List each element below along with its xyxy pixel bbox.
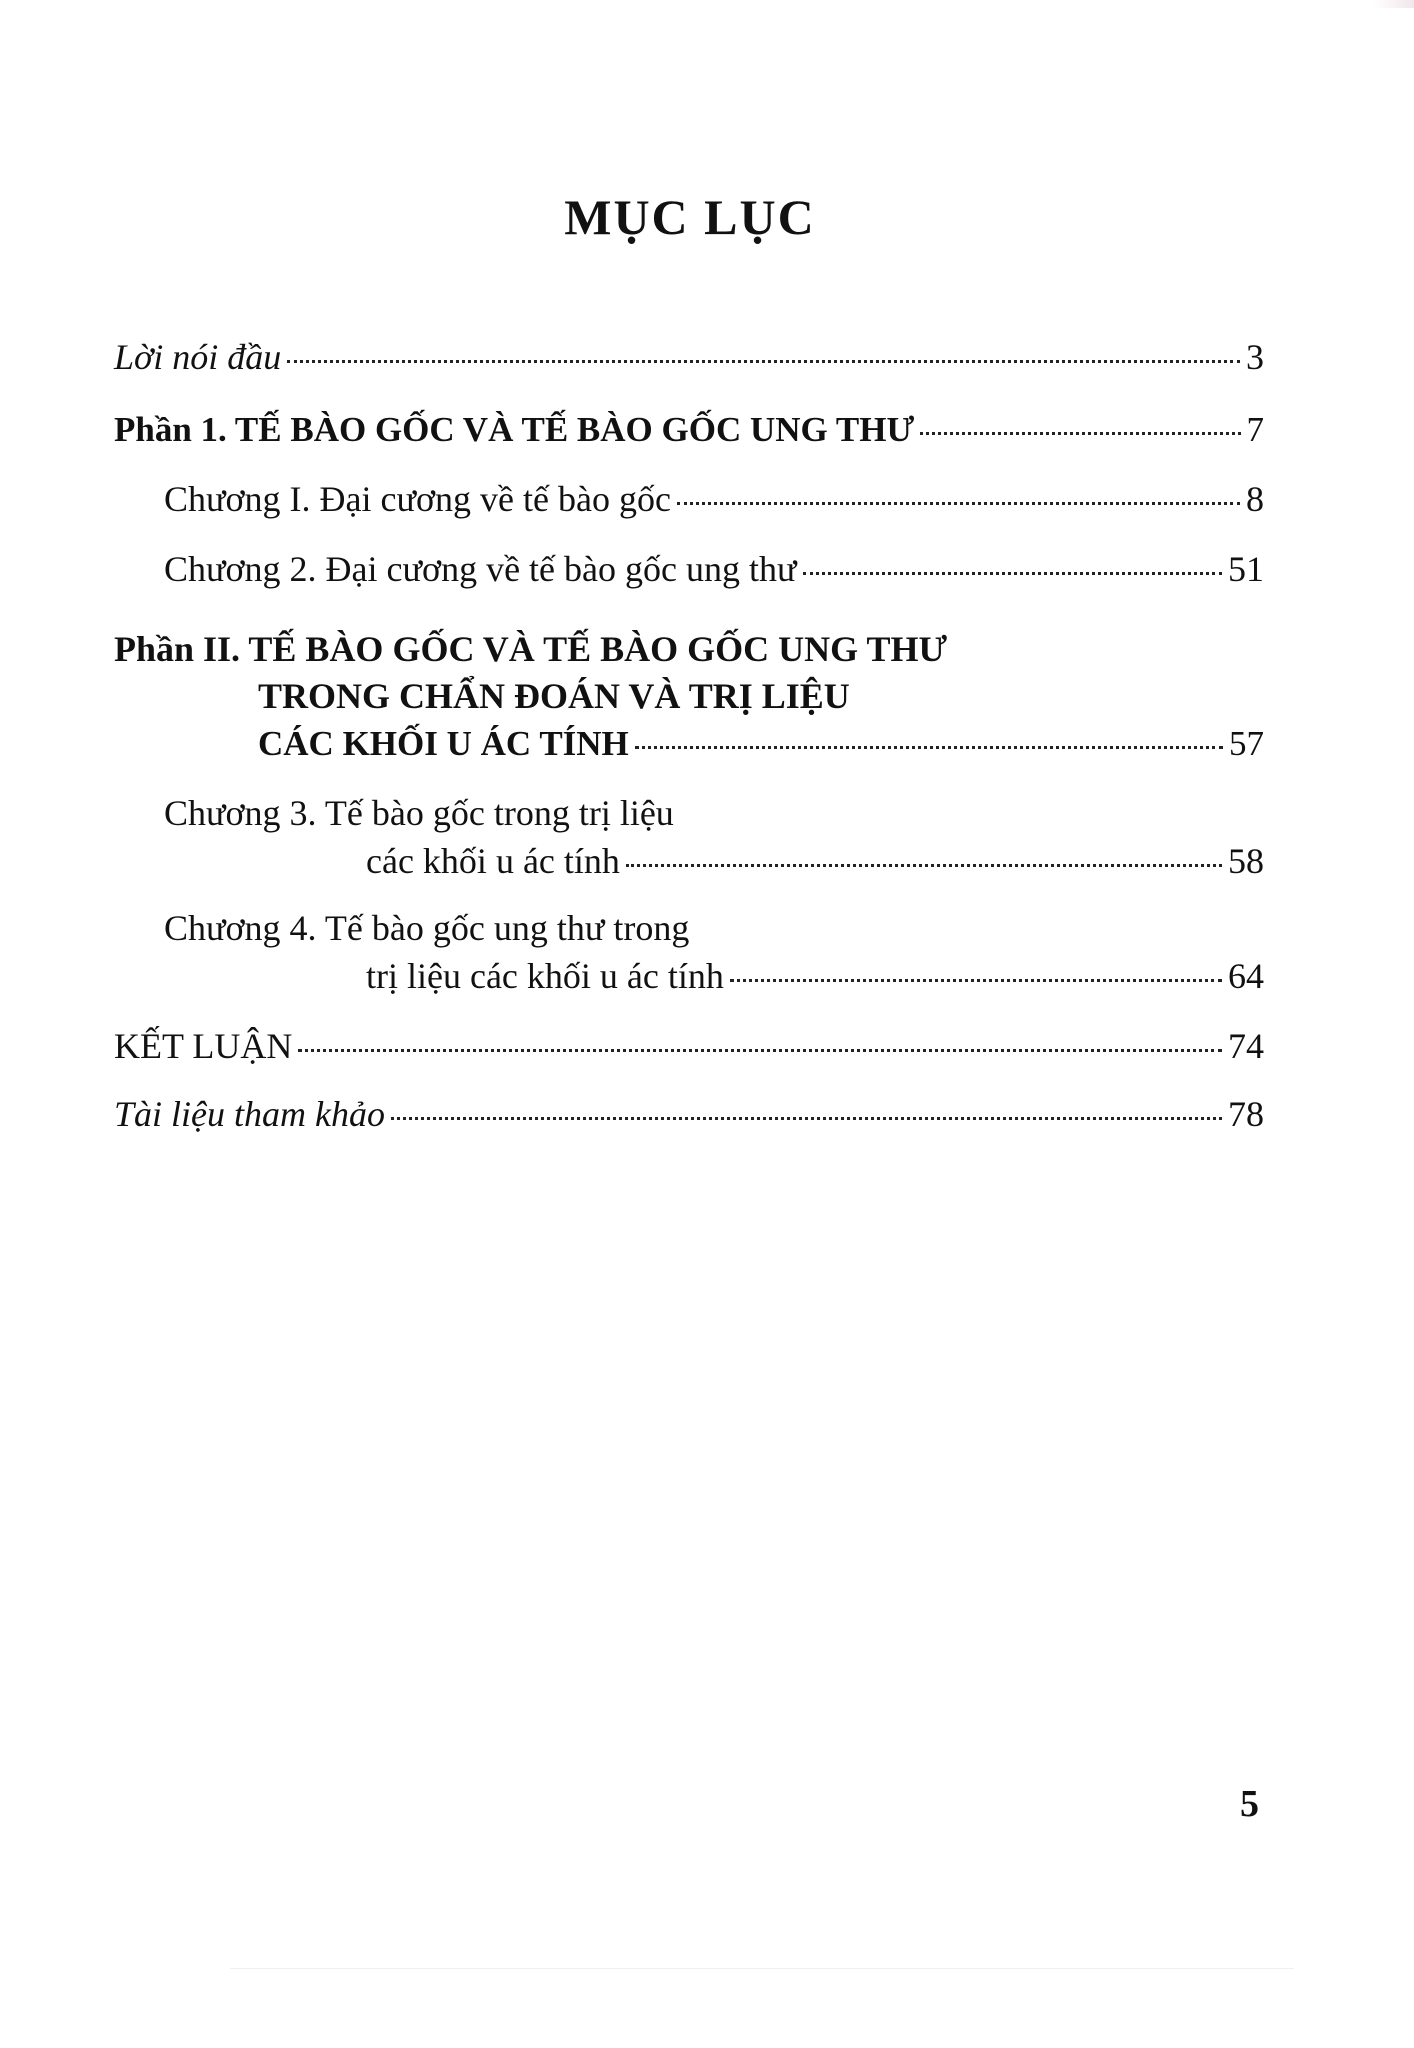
scan-corner-mark bbox=[1374, 0, 1414, 8]
toc-page-number: 58 bbox=[1228, 841, 1264, 881]
dot-leader bbox=[677, 502, 1240, 505]
toc-entry-part-2[interactable] bbox=[258, 724, 1264, 764]
toc-page-number: 74 bbox=[1228, 1026, 1264, 1066]
dot-leader bbox=[730, 979, 1222, 982]
toc-label: các khối u ác tính bbox=[366, 841, 620, 881]
toc-entry-chapter-1[interactable] bbox=[164, 478, 1264, 520]
toc-page-number: 3 bbox=[1246, 337, 1264, 377]
dot-leader bbox=[635, 746, 1223, 749]
toc-entry-chapter-3[interactable] bbox=[366, 840, 1264, 882]
page-edge bbox=[230, 1968, 1294, 1969]
toc-page-number: 57 bbox=[1229, 724, 1264, 763]
toc-entry-chapter-2[interactable] bbox=[164, 548, 1264, 590]
toc-label: CÁC KHỐI U ÁC TÍNH bbox=[258, 724, 629, 763]
toc-label: Phần 1. TẾ BÀO GỐC VÀ TẾ BÀO GỐC UNG THƯ bbox=[114, 410, 915, 449]
toc-page-number: 51 bbox=[1228, 549, 1264, 589]
toc-label: Chương I. Đại cương về tế bào gốc bbox=[164, 479, 671, 519]
toc-entry-conclusion[interactable] bbox=[114, 1025, 1264, 1067]
toc-page-number: 78 bbox=[1228, 1094, 1264, 1134]
toc-part-2-line-1[interactable]: Phần II. TẾ BÀO GỐC VÀ TẾ BÀO GỐC UNG THƯ bbox=[114, 629, 948, 669]
toc-part-2-line-2[interactable]: TRONG CHẨN ĐOÁN VÀ TRỊ LIỆU bbox=[258, 676, 850, 716]
dot-leader bbox=[298, 1049, 1222, 1052]
toc-entry-preface[interactable] bbox=[114, 336, 1264, 378]
toc-entry-part-1[interactable] bbox=[114, 410, 1264, 450]
toc-entry-references[interactable] bbox=[114, 1093, 1264, 1135]
toc-label: Chương 2. Đại cương về tế bào gốc ung thư bbox=[164, 549, 797, 589]
page-title: MỤC LỤC bbox=[564, 189, 816, 245]
dot-leader bbox=[803, 572, 1223, 575]
page-number: 5 bbox=[1240, 1783, 1259, 1825]
toc-entry-chapter-4[interactable] bbox=[366, 955, 1264, 997]
toc-label: Lời nói đầu bbox=[114, 337, 282, 377]
toc-page-number: 7 bbox=[1246, 410, 1264, 449]
toc-page-number: 64 bbox=[1228, 956, 1264, 996]
dot-leader bbox=[287, 360, 1240, 363]
toc-chapter-3-line-1[interactable]: Chương 3. Tế bào gốc trong trị liệu bbox=[164, 793, 674, 833]
dot-leader bbox=[920, 432, 1240, 435]
toc-chapter-4-line-1[interactable]: Chương 4. Tế bào gốc ung thư trong bbox=[164, 908, 690, 948]
toc-label: Tài liệu tham khảo bbox=[114, 1094, 385, 1134]
dot-leader bbox=[391, 1117, 1222, 1120]
toc-label: KẾT LUẬN bbox=[114, 1026, 293, 1066]
toc-label: trị liệu các khối u ác tính bbox=[366, 956, 724, 996]
dot-leader bbox=[626, 864, 1222, 867]
toc-page-number: 8 bbox=[1246, 479, 1264, 519]
